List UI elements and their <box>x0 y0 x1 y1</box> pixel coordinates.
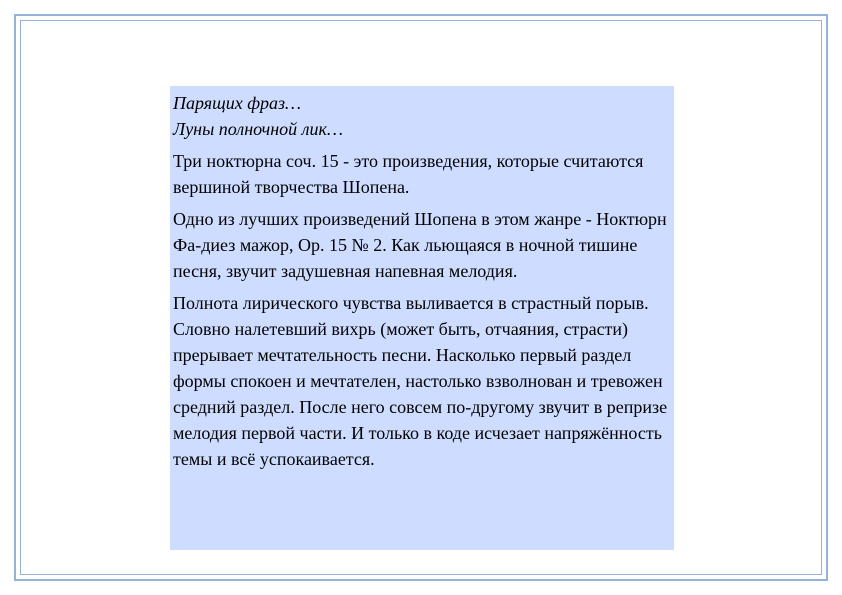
paragraph-2: Одно из лучших произведений Шопена в этом жанре - Ноктюрн Фа-диез мажор, Ор. 15 № 2. Как льющаяся в ночной тишине песня, звучит задушевная напевная мелодия. <box>173 209 667 281</box>
epigraph <box>173 90 671 142</box>
text-box <box>170 86 674 550</box>
epigraph-line-2: Луны полночной лик… <box>173 119 343 139</box>
paragraph-3: Полнота лирического чувства выливается в страстный порыв. Словно налетевший вихрь (может быть, отчаяния, страсти) прерывает мечтательность песни. Насколько первый раздел формы спокоен и мечтателен, настолько взволнован и тревожен средний раздел. После него совсем по-другому звучит в репризе мелодия первой части. И только в коде исчезает напряжённость темы и всё успокаивается. <box>173 293 668 469</box>
epigraph-line-1: Парящих фраз… <box>173 93 302 113</box>
paragraph-1: Три ноктюрна соч. 15 - это произведения, которые считаются вершиной творчества Шопена. <box>173 151 644 197</box>
